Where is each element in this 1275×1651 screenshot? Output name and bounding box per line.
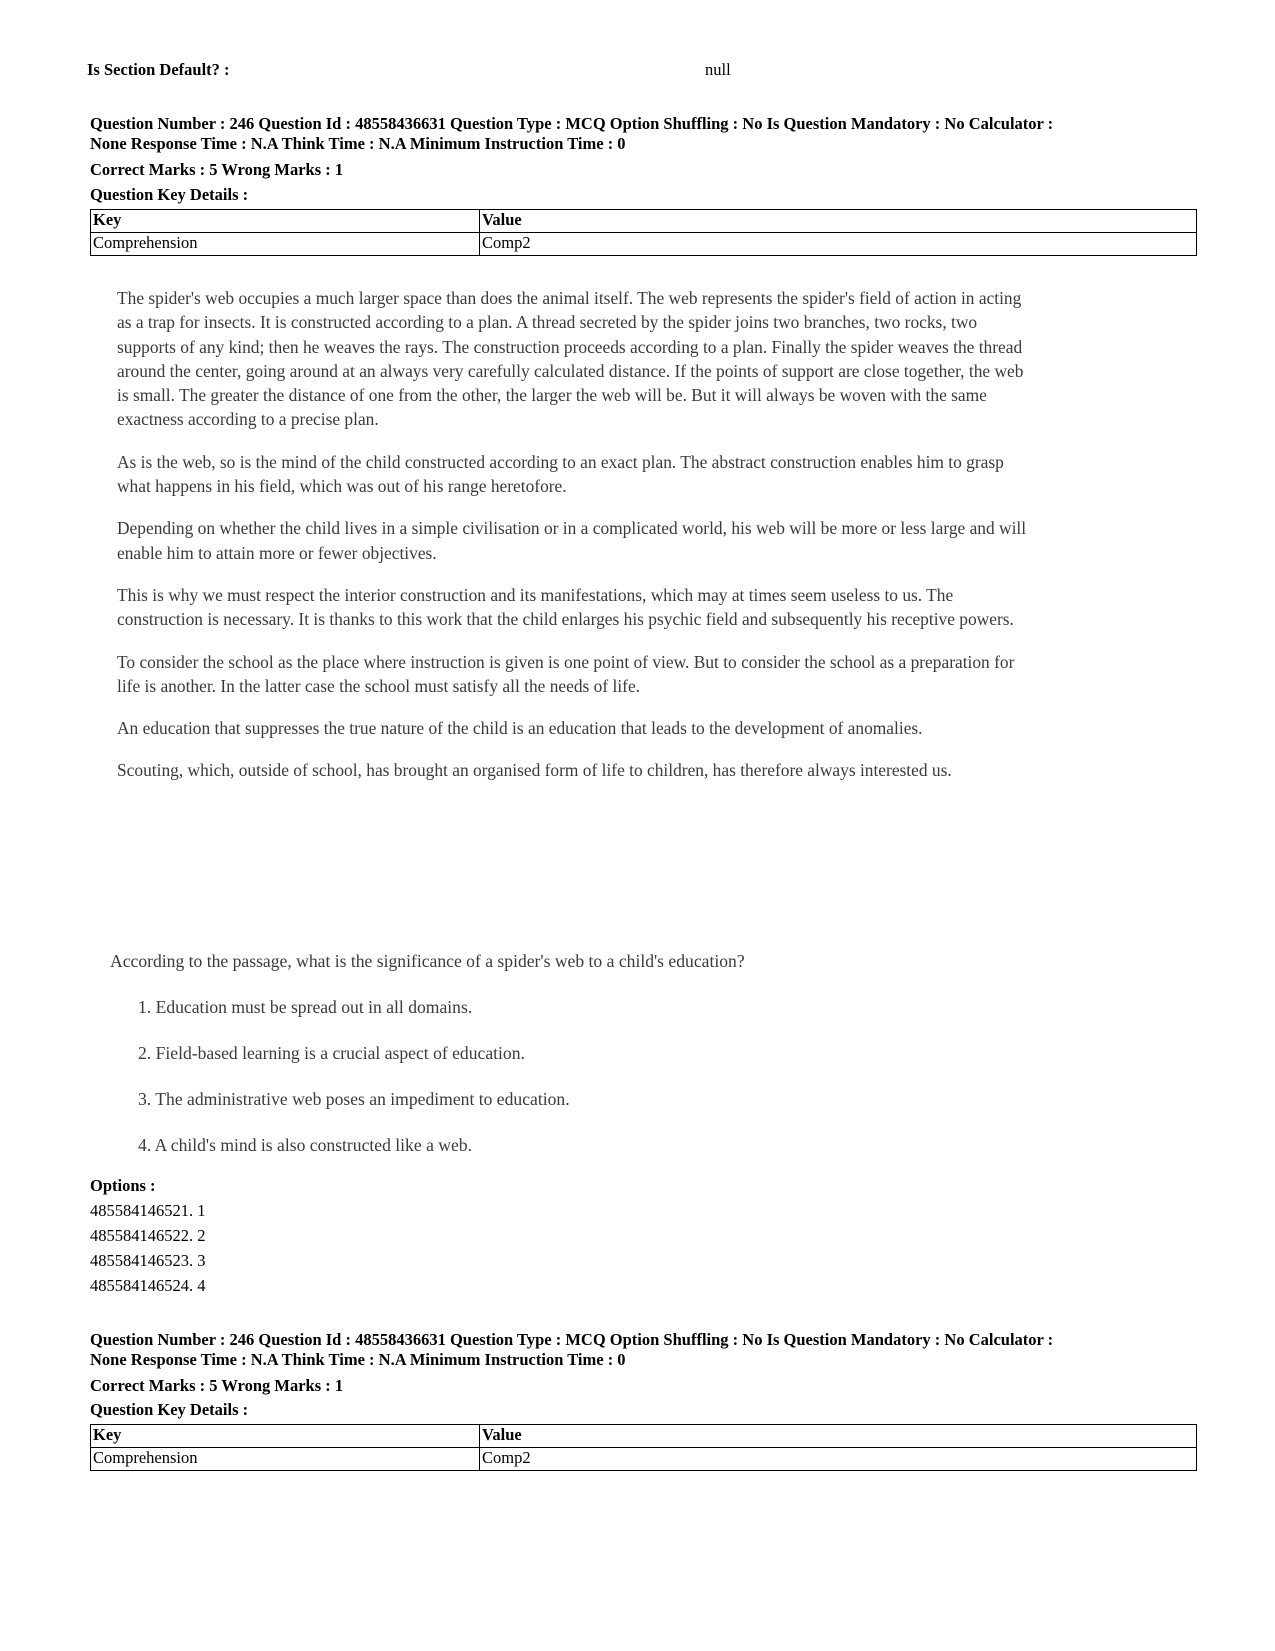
table-header-row <box>91 1425 1197 1448</box>
key-details-table <box>90 209 1197 256</box>
passage-paragraph: An education that suppresses the true nature of the child is an education that leads to the development of anomalies. <box>117 718 923 739</box>
question-choice-3: 3. The administrative web poses an impediment to education. <box>138 1089 570 1109</box>
key-details-table <box>90 1424 1197 1471</box>
table-header-value: Value <box>480 1425 1197 1448</box>
table-cell-value: Comp2 <box>480 233 1197 256</box>
question-header-line2: None Response Time : N.A Think Time : N.A Minimum Instruction Time : 0 <box>90 134 626 153</box>
comprehension-passage <box>117 286 1027 801</box>
table-cell-key: Comprehension <box>91 1448 480 1471</box>
table-header-row <box>91 210 1197 233</box>
option-item: 485584146522. 2 <box>90 1226 206 1245</box>
question-header-line2: None Response Time : N.A Think Time : N.A Minimum Instruction Time : 0 <box>90 1350 626 1369</box>
passage-paragraph: This is why we must respect the interior construction and its manifestations, which may at times seem useless to us. The construction is necessary. It is thanks to this work that the child enlarges his psychic field and subsequently his receptive powers. <box>117 584 1014 630</box>
options-label: Options : <box>90 1176 156 1195</box>
option-item: 485584146521. 1 <box>90 1201 206 1220</box>
passage-paragraph: Depending on whether the child lives in a simple civilisation or in a complicated world, his web will be more or less large and will enable him to attain more or fewer objectives. <box>117 518 1027 563</box>
marks-line: Correct Marks : 5 Wrong Marks : 1 <box>90 160 344 179</box>
table-header-key: Key <box>91 210 480 233</box>
question-choice-2: 2. Field-based learning is a crucial aspect of education. <box>138 1043 525 1063</box>
marks-line: Correct Marks : 5 Wrong Marks : 1 <box>90 1376 344 1395</box>
table-cell-key: Comprehension <box>91 233 480 256</box>
passage-paragraph: The spider's web occupies a much larger space than does the animal itself. The web represents the spider's field of action in acting as a trap for insects. It is constructed according to a plan. A thread secreted by the spider joins two branches, two rocks, two supports of any kind; then he weaves the rays. The construction proceeds according to a plan. Finally the spider weaves the thread around the center, going around at an always very carefully calculated distance. If the points of support are close together, the web is small. The greater the distance of one from the other, the larger the web will be. But it will always be woven with the same exactness according to a precise plan. <box>117 288 1024 430</box>
passage-paragraph: To consider the school as the place where instruction is given is one point of view. But to consider the school as a preparation for life is another. In the latter case the school must satisfy all the needs of life. <box>117 651 1015 696</box>
table-header-key: Key <box>91 1425 480 1448</box>
question-header-line1: Question Number : 246 Question Id : 48558436631 Question Type : MCQ Option Shuffling : No Is Question Mandatory : No Calculator : <box>90 114 1054 133</box>
table-cell-value: Comp2 <box>480 1448 1197 1471</box>
key-details-label: Question Key Details : <box>90 185 249 204</box>
question-choice-1: 1. Education must be spread out in all domains. <box>138 997 473 1017</box>
option-item: 485584146524. 4 <box>90 1276 206 1295</box>
section-default-value: null <box>705 60 731 79</box>
table-row <box>91 233 1197 256</box>
question-header-line1: Question Number : 246 Question Id : 48558436631 Question Type : MCQ Option Shuffling : No Is Question Mandatory : No Calculator : <box>90 1330 1054 1349</box>
key-details-label: Question Key Details : <box>90 1400 249 1419</box>
section-default-label: Is Section Default? : <box>87 60 230 79</box>
question-text: According to the passage, what is the significance of a spider's web to a child's education? <box>110 951 745 971</box>
table-row <box>91 1448 1197 1471</box>
passage-paragraph: Scouting, which, outside of school, has brought an organised form of life to children, has therefore always interested us. <box>117 760 952 781</box>
question-choice-4: 4. A child's mind is also constructed like a web. <box>138 1135 472 1155</box>
table-header-value: Value <box>480 210 1197 233</box>
passage-paragraph: As is the web, so is the mind of the child constructed according to an exact plan. The abstract construction enables him to grasp what happens in his field, which was out of his range heretofore. <box>117 451 1004 497</box>
option-item: 485584146523. 3 <box>90 1251 206 1270</box>
